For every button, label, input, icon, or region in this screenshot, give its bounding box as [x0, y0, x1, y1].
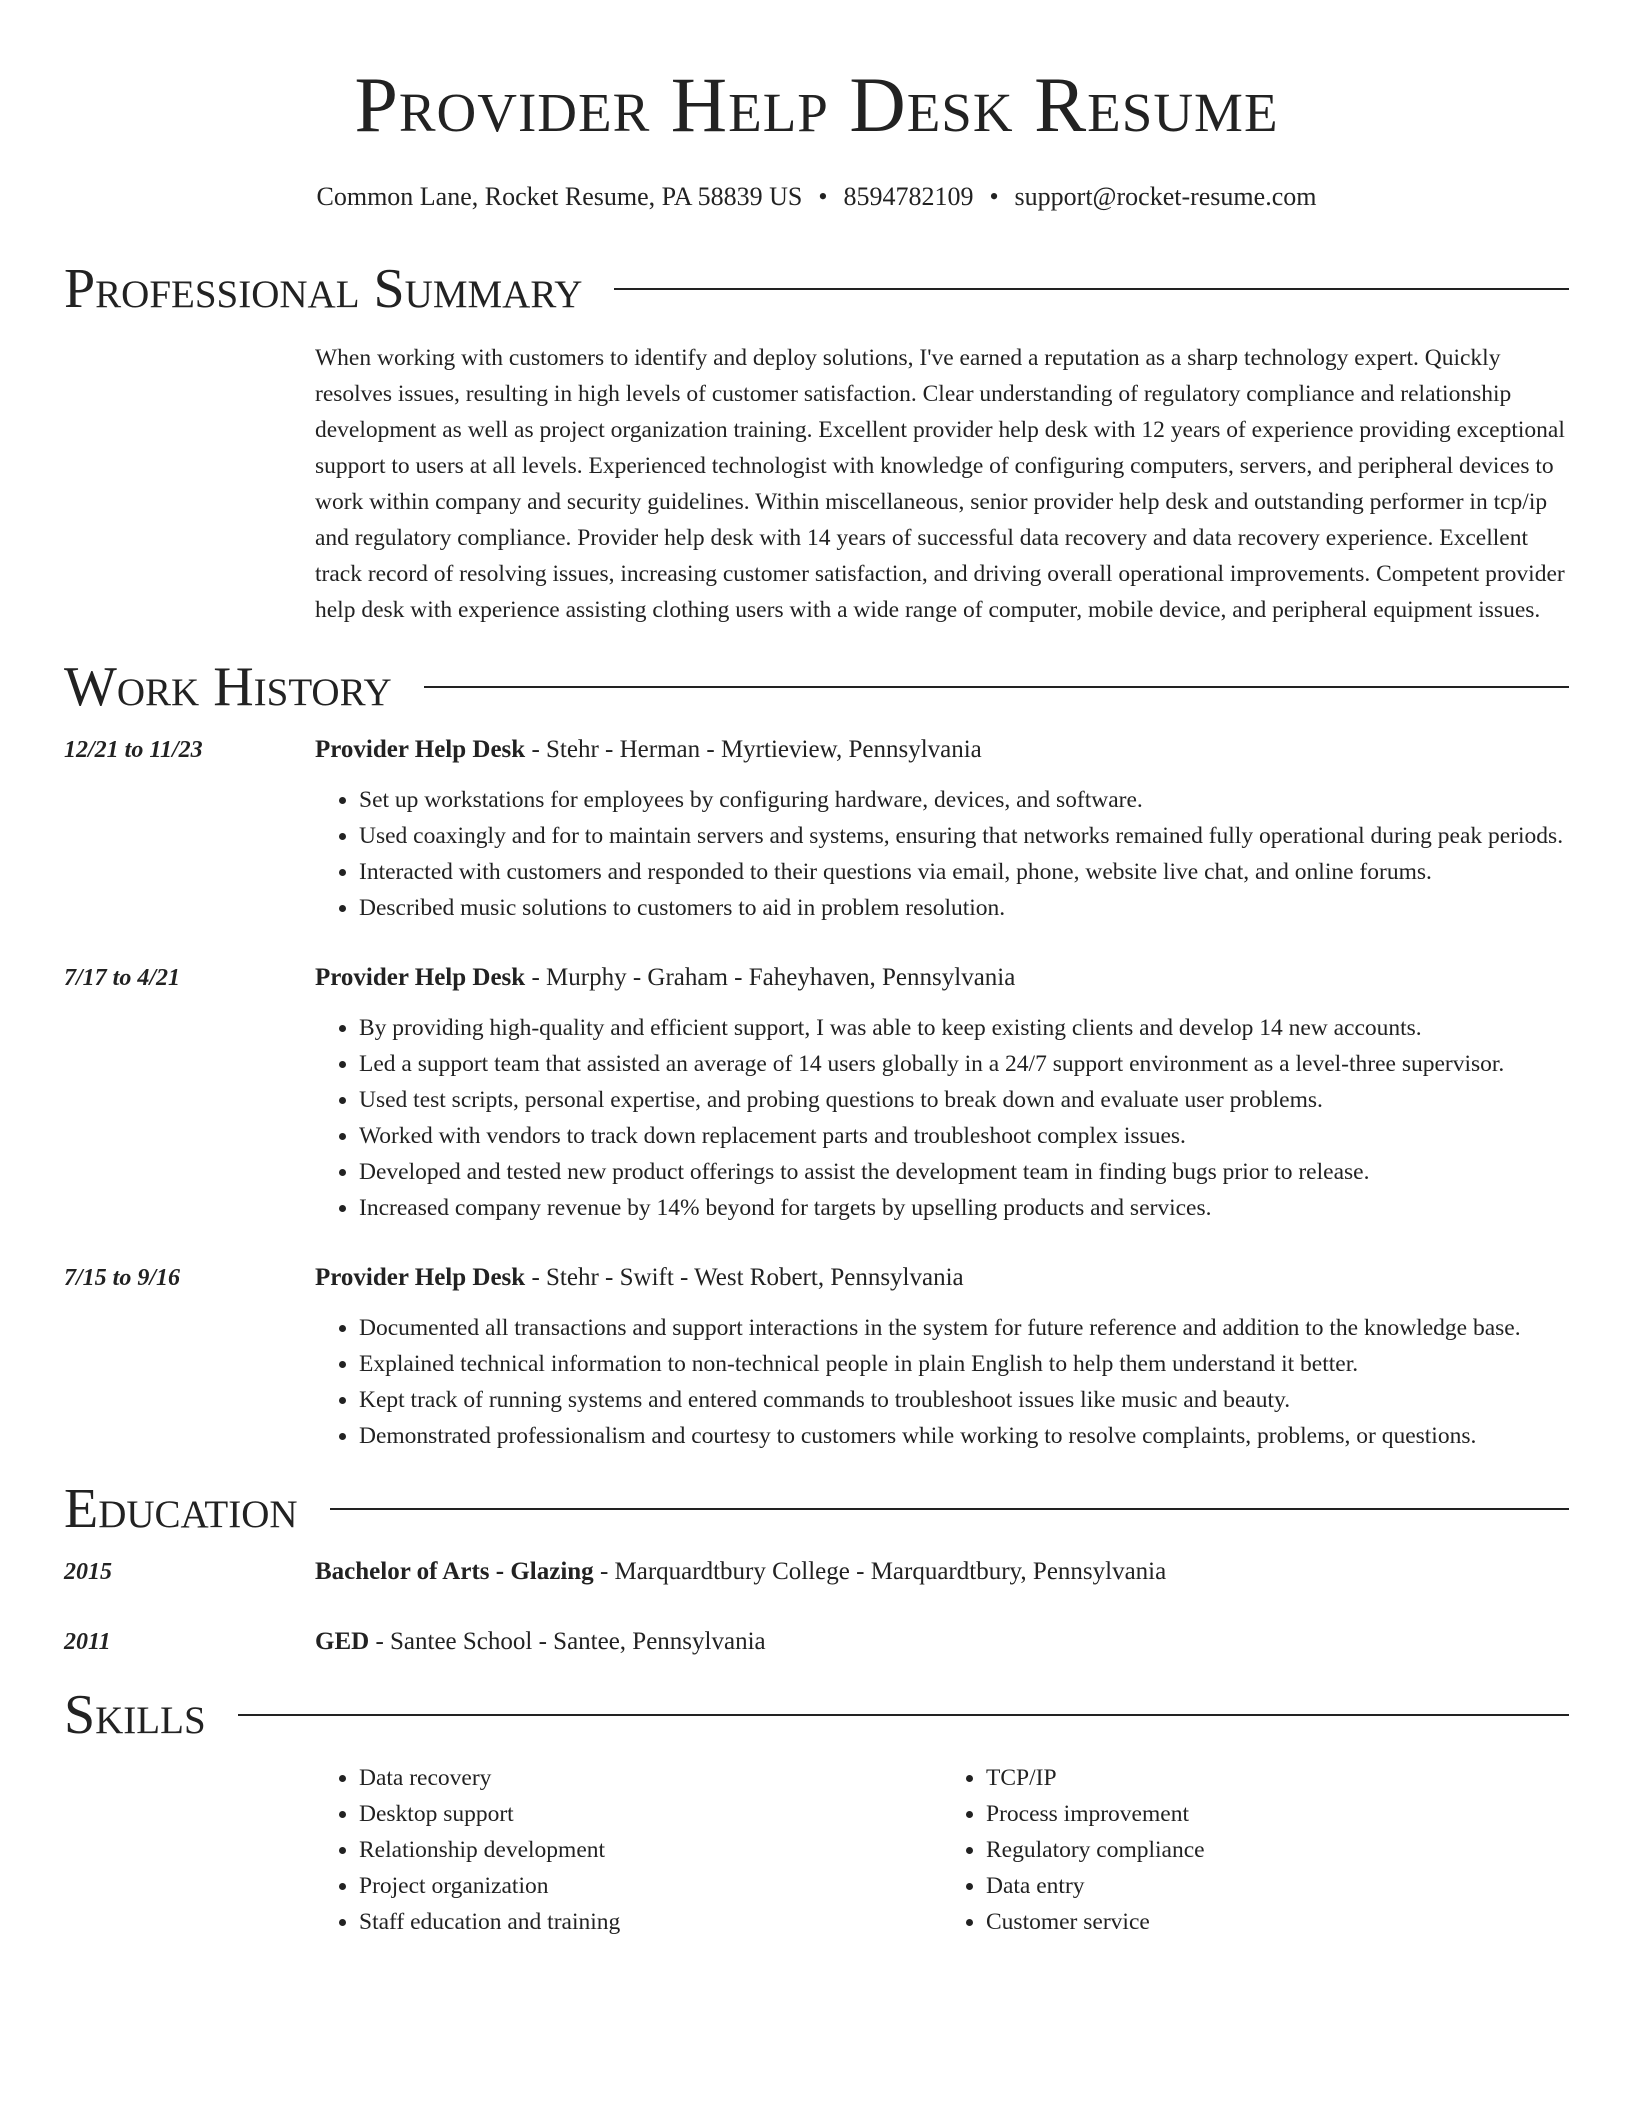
contact-line [64, 180, 1569, 214]
job-body [315, 1260, 1569, 1454]
job-entry [64, 960, 1569, 1226]
job-bullets [315, 1010, 1569, 1226]
job-header [315, 732, 1569, 768]
job-title: Provider Help Desk [315, 1264, 526, 1291]
skills-heading: Skills [64, 1684, 206, 1746]
summary-text: When working with customers to identify and deploy solutions, I've earned a reputation as a sharp technology expert. Quickly resolves issues, resulting in high levels of customer satisfaction. Clear understanding of regulatory compliance and relationship development as well as project organization training. Excellent provider help desk with 12 years of experience providing exceptional support to users at all levels. Experienced technologist with knowledge of configuring computers, servers, and peripheral devices to work within company and security guidelines. Within miscellaneous, senior provider help desk and outstanding performer in tcp/ip and regulatory compliance. Provider help desk with 14 years of successful data recovery and data recovery experience. Excellent track record of resolving issues, increasing customer satisfaction, and driving overall operational improvements. Competent provider help desk with experience assisting clothing users with a wide range of computer, mobile device, and peripheral equipment issues. [315, 345, 1565, 623]
education-entry [64, 1554, 1569, 1590]
summary-section-header [64, 258, 1569, 320]
summary-heading: Professional Summary [64, 258, 583, 320]
job-bullets [315, 1310, 1569, 1454]
resume-page [64, 0, 1569, 1940]
education-degree: Bachelor of Arts - Glazing [315, 1558, 594, 1585]
skill-item: • Project organization [359, 1868, 942, 1904]
contact-separator: • [818, 182, 828, 211]
education-details: - Marquardtbury College - Marquardtbury, Pennsylvania [593, 1558, 1167, 1585]
section-divider [424, 686, 1569, 688]
job-bullet: • Set up workstations for employees by configuring hardware, devices, and software. [359, 782, 1569, 818]
education-year: 2011 [64, 1629, 111, 1655]
job-details: - Stehr - Herman - Myrtieview, Pennsylvania [525, 736, 982, 763]
job-header [315, 1260, 1569, 1296]
work-heading: Work History [64, 656, 392, 718]
section-divider [238, 1714, 1569, 1716]
job-bullet: • Increased company revenue by 14% beyond for targets by upselling products and services. [359, 1190, 1569, 1226]
job-bullet: • Worked with vendors to track down replacement parts and troubleshoot complex issues. [359, 1118, 1569, 1154]
job-bullet: • Kept track of running systems and entered commands to troubleshoot issues like music and beauty. [359, 1382, 1569, 1418]
work-history-list [64, 732, 1569, 1454]
contact-phone: 8594782109 [843, 182, 974, 211]
education-header [315, 1624, 1569, 1660]
section-divider [330, 1508, 1569, 1510]
job-title: Provider Help Desk [315, 736, 526, 763]
job-entry [64, 1260, 1569, 1454]
education-section-header [64, 1478, 1569, 1540]
skills-section-header [64, 1684, 1569, 1746]
skill-item: • Process improvement [986, 1796, 1569, 1832]
contact-separator: • [989, 182, 999, 211]
job-dates: 7/15 to 9/16 [64, 1265, 181, 1291]
skill-item: • Staff education and training [359, 1904, 942, 1940]
skills-list [315, 1760, 1569, 1940]
job-bullet: • Demonstrated professionalism and courtesy to customers while working to resolve complaints, problems, or questions. [359, 1418, 1569, 1454]
skill-item: • TCP/IP [986, 1760, 1569, 1796]
job-bullet: • Interacted with customers and responded to their questions via email, phone, website live chat, and online forums. [359, 854, 1569, 890]
job-body [315, 960, 1569, 1226]
section-divider [614, 288, 1569, 290]
resume-title: Provider Help Desk Resume [354, 61, 1279, 148]
job-bullet: • By providing high-quality and efficient support, I was able to keep existing clients and develop 14 new accounts. [359, 1010, 1569, 1046]
work-section-header [64, 656, 1569, 718]
job-details: - Stehr - Swift - West Robert, Pennsylvania [525, 1264, 964, 1291]
skill-item: • Customer service [986, 1904, 1569, 1940]
job-body [315, 732, 1569, 926]
job-bullet: • Used test scripts, personal expertise, and probing questions to break down and evaluate user problems. [359, 1082, 1569, 1118]
skill-item: • Regulatory compliance [986, 1832, 1569, 1868]
job-bullets [315, 782, 1569, 926]
education-list [64, 1554, 1569, 1660]
skill-item: • Relationship development [359, 1832, 942, 1868]
education-degree: GED [315, 1628, 370, 1655]
job-details: - Murphy - Graham - Faheyhaven, Pennsylvania [525, 964, 1016, 991]
job-title: Provider Help Desk [315, 964, 526, 991]
skills-column-left [315, 1760, 942, 1940]
education-body [315, 1554, 1569, 1590]
education-header [315, 1554, 1569, 1590]
education-year: 2015 [64, 1559, 112, 1585]
job-bullet: • Developed and tested new product offerings to assist the development team in finding bugs prior to release. [359, 1154, 1569, 1190]
skill-item: • Data entry [986, 1868, 1569, 1904]
education-heading: Education [64, 1478, 298, 1540]
job-header [315, 960, 1569, 996]
job-bullet: • Described music solutions to customers to aid in problem resolution. [359, 890, 1569, 926]
job-bullet: • Documented all transactions and support interactions in the system for future reference and addition to the knowledge base. [359, 1310, 1569, 1346]
education-body [315, 1624, 1569, 1660]
job-bullet: • Led a support team that assisted an average of 14 users globally in a 24/7 support environment as a level-three supervisor. [359, 1046, 1569, 1082]
contact-email: support@rocket-resume.com [1014, 182, 1317, 211]
education-details: - Santee School - Santee, Pennsylvania [369, 1628, 766, 1655]
education-entry [64, 1624, 1569, 1660]
job-dates: 12/21 to 11/23 [64, 737, 203, 763]
skills-column-right [942, 1760, 1569, 1940]
job-bullet: • Used coaxingly and for to maintain servers and systems, ensuring that networks remained fully operational during peak periods. [359, 818, 1569, 854]
job-dates: 7/17 to 4/21 [64, 965, 181, 991]
job-bullet: • Explained technical information to non-technical people in plain English to help them understand it better. [359, 1346, 1569, 1382]
contact-address: Common Lane, Rocket Resume, PA 58839 US [316, 182, 803, 211]
skill-item: • Data recovery [359, 1760, 942, 1796]
skill-item: • Desktop support [359, 1796, 942, 1832]
job-entry [64, 732, 1569, 926]
